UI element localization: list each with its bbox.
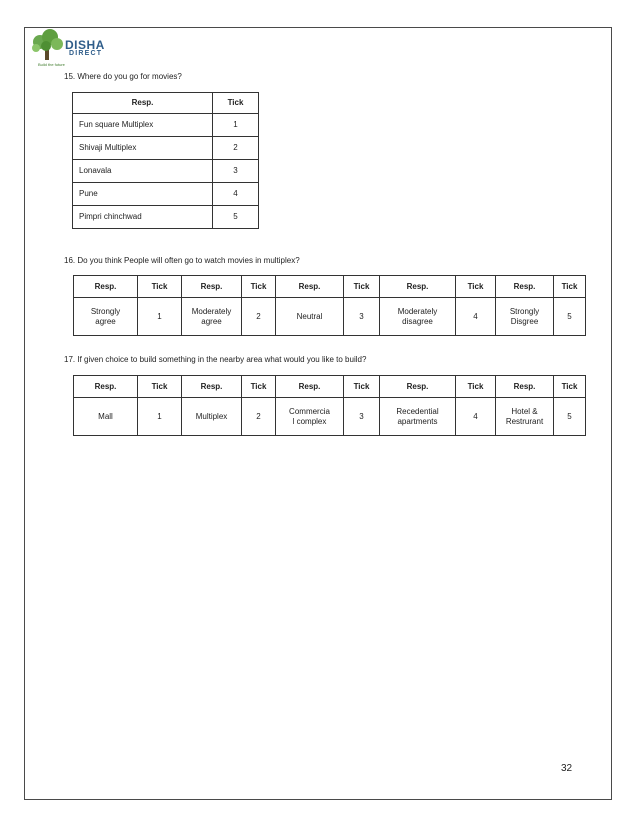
resp-line: Moderately [191,306,232,316]
resp-line: Moderately [397,306,438,316]
header-resp: Resp. [73,93,213,114]
tick-cell: 3 [213,160,259,183]
tick-cell: 2 [242,298,276,336]
table-row [73,160,259,183]
resp-cell [496,398,554,436]
tick-cell: 5 [554,298,586,336]
header-tick: Tick [344,376,380,398]
disha-direct-logo [30,28,120,70]
tick-cell: 1 [138,398,182,436]
tick-cell: 5 [554,398,586,436]
table-row [74,298,586,336]
header-tick: Tick [242,376,276,398]
header-tick: Tick [554,376,586,398]
table-header-row [74,376,586,398]
tick-cell: 1 [138,298,182,336]
page-number: 32 [561,763,573,774]
tick-cell: 5 [213,206,259,229]
resp-cell: Multiplex [182,398,242,436]
resp-line: apartments [397,416,438,426]
header-resp: Resp. [496,376,554,398]
resp-line: Strongly [509,306,540,316]
resp-line: Recedential [396,406,439,416]
q17-table [73,375,586,436]
q16-table [73,275,586,336]
tick-cell: 4 [456,298,496,336]
resp-line: Commercia [289,406,330,416]
resp-line: disagree [402,316,433,326]
header-tick: Tick [456,376,496,398]
logo-wordmark-secondary: DIRECT [69,50,103,57]
header-tick: Tick [242,276,276,298]
resp-cell: Mall [74,398,138,436]
header-tick: Tick [456,276,496,298]
question-17: 17. If given choice to build something in the nearby area what would you like to build? [64,355,367,364]
tick-cell: 2 [242,398,276,436]
tick-cell: 3 [344,398,380,436]
resp-line: agree [201,316,222,326]
table-row [73,137,259,160]
header-resp: Resp. [496,276,554,298]
resp-cell [74,298,138,336]
table-header-row [73,93,259,114]
resp-cell [276,398,344,436]
q15-table [72,92,259,229]
header-tick: Tick [213,93,259,114]
resp-cell [380,298,456,336]
resp-line: l complex [292,416,327,426]
table-row [73,114,259,137]
resp-line: agree [95,316,116,326]
resp-cell [496,298,554,336]
resp-cell: Lonavala [73,160,213,183]
resp-cell [380,398,456,436]
tick-cell: 4 [456,398,496,436]
tick-cell: 3 [344,298,380,336]
header-resp: Resp. [276,276,344,298]
header-tick: Tick [138,276,182,298]
tick-cell: 2 [213,137,259,160]
header-resp: Resp. [380,376,456,398]
table-row [73,206,259,229]
resp-cell: Pimpri chinchwad [73,206,213,229]
resp-cell: Shivaji Multiplex [73,137,213,160]
tree-icon [30,28,70,64]
header-resp: Resp. [182,376,242,398]
table-header-row [74,276,586,298]
header-tick: Tick [138,376,182,398]
resp-cell: Pune [73,183,213,206]
resp-line: Strongly [90,306,121,316]
header-tick: Tick [554,276,586,298]
logo-tagline: Build the future [38,62,65,67]
header-resp: Resp. [276,376,344,398]
header-resp: Resp. [74,276,138,298]
resp-cell [182,298,242,336]
table-row [74,398,586,436]
header-resp: Resp. [182,276,242,298]
resp-cell: Neutral [276,298,344,336]
resp-line: Disgree [510,316,539,326]
logo-wordmark: DISHA [65,38,105,52]
resp-line: Restrurant [505,416,544,426]
header-resp: Resp. [74,376,138,398]
tick-cell: 4 [213,183,259,206]
header-resp: Resp. [380,276,456,298]
resp-line: Hotel & [511,406,538,416]
resp-cell: Fun square Multiplex [73,114,213,137]
header-tick: Tick [344,276,380,298]
question-15: 15. Where do you go for movies? [64,72,182,81]
table-row [73,183,259,206]
tick-cell: 1 [213,114,259,137]
question-16: 16. Do you think People will often go to watch movies in multiplex? [64,256,300,265]
